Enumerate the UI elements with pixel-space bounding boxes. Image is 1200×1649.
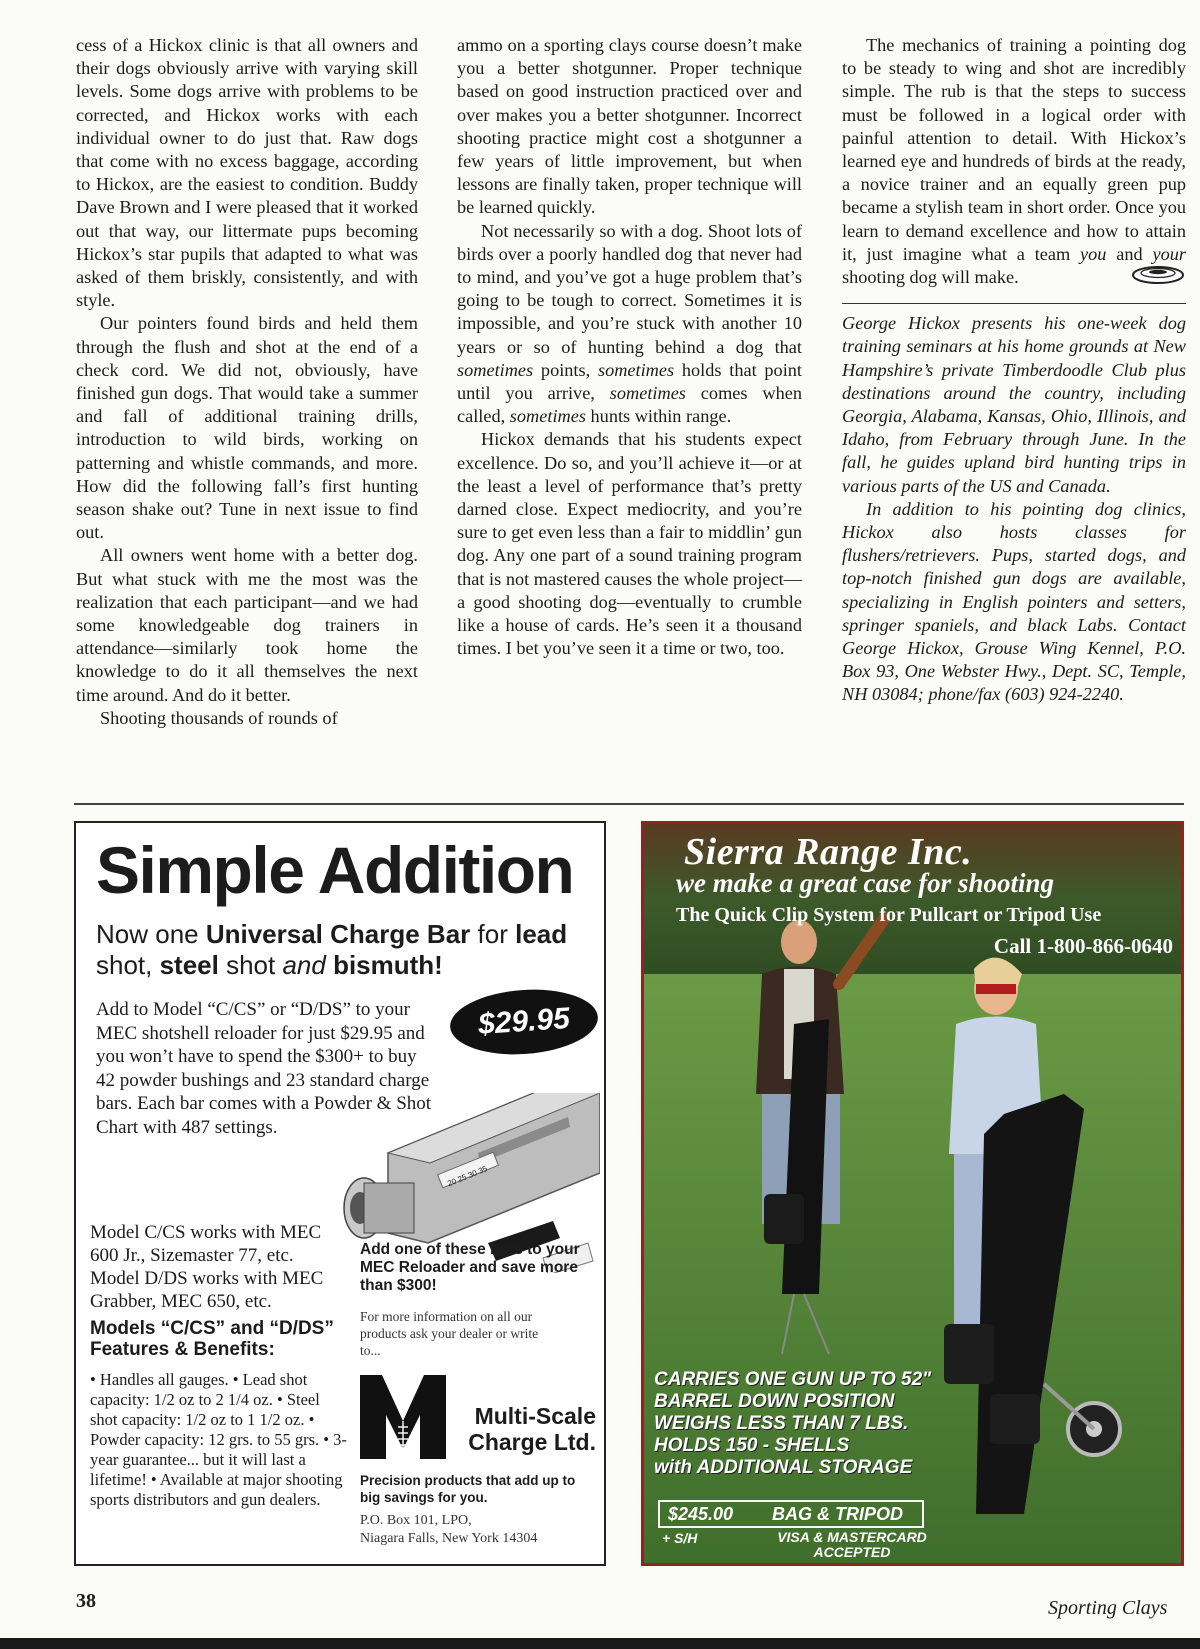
price-badge: $29.95 [448,985,600,1059]
ad-shipping: + S/H [662,1530,698,1546]
ad-headline: Simple Addition [96,833,574,907]
section-divider [74,803,1184,805]
charge-bar-scale: 20 25 30 35 [446,1164,489,1189]
ad-specs: CARRIES ONE GUN UP TO 52" BARREL DOWN POSITION WEIGHS LESS THAN 7 LBS. HOLDS 150 - SHELLS with ADDITIONAL STORAGE [654,1369,932,1478]
ad-callout: Add one of these bars to your MEC Reloader and save more than $300! [360,1241,580,1294]
article-paragraph: Not necessarily so with a dog. Shoot lots of birds over a poorly handled dog that never had to mind, and you’ve got a huge problem that’s going to be tough to correct. Sometimes it is impossible, and you’re stuck with another 10 years or so of hunting behind a dog that sometimes points, sometimes holds that point until you arrive, sometimes comes when called, sometimes hunts within range. [457,220,802,427]
article-paragraph: cess of a Hickox clinic is that all owners and their dogs obviously arrive with varying skill levels. Some dogs arrive with problems to be corrected, and Hickox works with each individual owner to do just that. Raw dogs that come with no excess baggage, according to Hickox, are the easiest to condition. Buddy Dave Brown and I were pleased that it worked out that way, our littermate pups becoming Hickox’s star pupils that adapted to what was asked of them briskly, consistently, and with style. [76,35,418,311]
company-address: P.O. Box 101, LPO, Niagara Falls, New York 14304 [360,1513,538,1546]
scan-edge [0,1638,1200,1649]
ad-product-line: The Quick Clip System for Pullcart or Tripod Use [676,904,1102,926]
article-column-1 [76,34,418,730]
ad-slogan: Precision products that add up to big savings for you. [360,1473,576,1505]
ad-subheadline: Now one Universal Charge Bar for lead shot, steel shot and bismuth! [96,919,568,980]
article-paragraph: Hickox demands that his students expect excellence. Do so, and you’ll achieve it—or at the least a level of performance that’s pretty darned close. Expect mediocrity, and you’re sure to get even less than a fair to middlin’ gun dog. Any one part of a sound training program that is not mastered causes the whole project—a good shooting dog—eventually to crumble like a house of cards. He’s seen it a thousand times. I bet you’ve seen it a time or two, too. [457,429,802,659]
article-paragraph: All owners went home with a better dog. But what stuck with me the most was the realization that each participant—and we had some knowledgeable dog trainers in attendance—similarly took home the knowledge to do it all themselves the next time around. And do it better. [76,545,418,705]
ad-tagline: we make a great case for shooting [676,868,1054,898]
article-paragraph: ammo on a sporting clays course doesn’t make you a better shotgunner. Proper technique based on good instruction practiced over and over makes you a better shotgunner. Incorrect shooting practice might cost a shotgunner a few years of little improvement, but when lessons are finally taken, proper technique will be learned quickly. [457,35,802,218]
ad-features-list: • Handles all gauges. • Lead shot capacity: 1/2 oz to 2 1/4 oz. • Steel shot capacity: 1/2 oz to 1 1/2 oz. • Powder capacity: 12 grs. to 55 grs. • 3-year guarantee... but it will last a lifetime! • Available at major shooting sports distributors and gun dealers. [90,1370,347,1509]
ad-features-title: Models “C/CS” and “D/DS” Features & Benefits: [90,1318,334,1360]
ad-body-text: Add to Model “C/CS” or “D/DS” to your MEC shotshell reloader for just $29.95 and you won’t have to spend the $300+ to buy 42 powder bushings and 23 standard charge bars. Each bar comes with a Powder & Shot Chart with 487 settings. [96,999,432,1138]
ad-payment: VISA & MASTERCARD ACCEPTED [777,1529,927,1560]
article-paragraph: The mechanics of training a pointing dog to be steady to wing and shot are incredibly simple. The rub is that the steps to success must be followed in a logical order with painful attention to detail. With Hickox’s learned eye and hundreds of birds at the ready, a novice trainer and an equally green pup became a stylish team in short order. Once you learn to demand excellence and how to attain it, just imagine what a team you and your shooting dog will make. [842,35,1186,288]
ad-simple-addition [74,821,606,1566]
multi-scale-logo-icon [360,1375,446,1459]
company-name: Multi-Scale Charge Ltd. [468,1403,596,1455]
article-paragraph: Shooting thousands of rounds of [100,707,338,728]
article-column-3 [842,34,1186,707]
author-bio: George Hickox presents his one-week dog training seminars at his home grounds at New Hampshire’s private Timberdoodle Club plus destinations around the country, including Georgia, Alabama, Kansas, Ohio, Illinois, and Idaho, from February through June. In the fall, he guides upland bird hunting trips in various parts of the US and Canada. In addition to his pointing dog clinics, Hickox also hosts classes for flushers/retrievers. Pups, started dogs, and top-notch finished gun dogs are available, specializing in English pointers and setters, springer spaniels, and black Labs. Contact George Hickox, Grouse Wing Kennel, P.O. Box 93, One Webster Hwy., Dept. SC, Temple, NH 03084; phone/fax (603) 924-2240. [842,303,1186,706]
ad-more-info: For more information on all our products ask your dealer or write to... [360,1309,539,1358]
magazine-name: Sporting Clays [1048,1597,1168,1619]
article-column-2 [457,34,802,660]
ad-phone: Call 1-800-866-0640 [993,934,1173,958]
article-paragraph: Our pointers found birds and held them through the flush and shot at the end of a check cord. We did not, obviously, have finished gun dogs. That would take a summer and fall of additional training drills, introduction to wild birds, working on patterning and whistle commands, and more. How did the following fall’s first hunting season shake out? Tune in next issue to find out. [76,313,418,543]
ad-models-text: Model C/CS works with MEC 600 Jr., Sizemaster 77, etc. Model D/DS works with MEC Grabber, MEC 650, etc. [90,1222,324,1312]
page-number: 38 [76,1590,96,1612]
ad-brand: Sierra Range Inc. [684,831,973,873]
ad-sierra-range [641,821,1184,1566]
ad-price-box: $245.00 BAG & TRIPOD [658,1500,924,1528]
clay-target-end-mark-icon [1130,264,1186,286]
